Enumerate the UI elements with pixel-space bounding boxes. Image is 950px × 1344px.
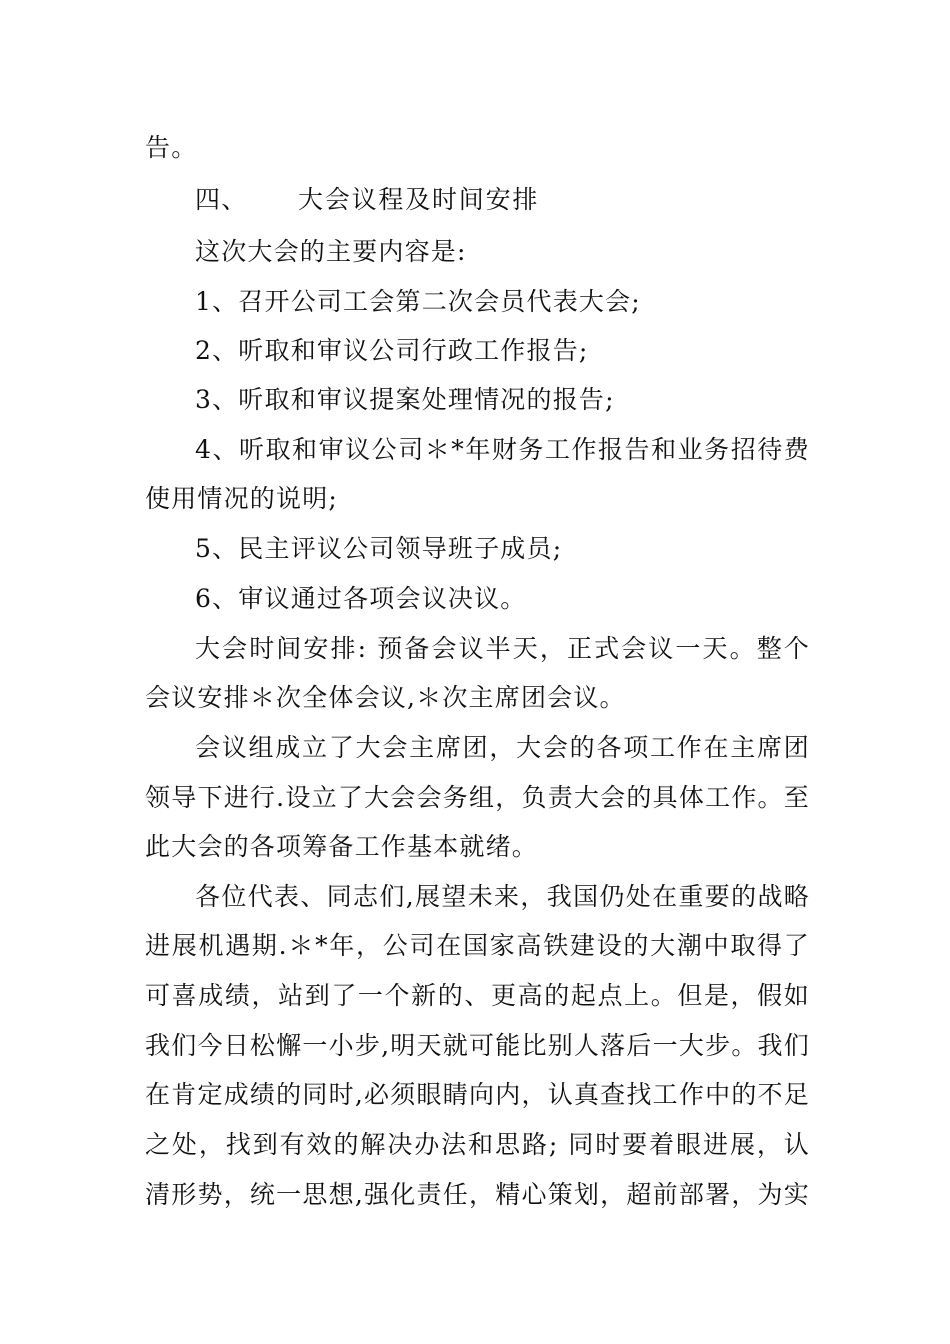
section-number: 四、: [195, 185, 248, 214]
text-line: 清形势，统一思想,强化责任，精心策划，超前部署，为实: [145, 1180, 810, 1209]
text-line: 之处，找到有效的解决办法和思路; 同时要着眼进展，认: [145, 1130, 810, 1159]
text-line: 使用情况的说明;: [145, 484, 339, 513]
text-line: 会议组成立了大会主席团，大会的各项工作在主席团: [195, 733, 810, 762]
list-item: 2、听取和审议公司行政工作报告;: [195, 336, 589, 365]
text-line: 此大会的各项筹备工作基本就绪。: [145, 832, 539, 861]
section-heading: 大会议程及时间安排: [298, 185, 540, 214]
list-item: 4、听取和审议公司＊*年财务工作报告和业务招待费: [195, 435, 810, 464]
text-line: 可喜成绩，站到了一个新的、更高的起点上。但是，假如: [145, 981, 810, 1010]
text-line: 这次大会的主要内容是:: [195, 237, 467, 266]
text-line: 告。: [145, 133, 198, 162]
text-line: 会议安排＊次全体会议,＊次主席团会议。: [145, 683, 626, 712]
text-line: 进展机遇期.＊*年，公司在国家高铁建设的大潮中取得了: [145, 931, 810, 960]
list-item: 1、召开公司工会第二次会员代表大会;: [195, 287, 641, 316]
text-line: 各位代表、同志们,展望未来，我国仍处在重要的战略: [195, 882, 810, 911]
text-line: 在肯定成绩的同时,必须眼睛向内，认真查找工作中的不足: [145, 1080, 810, 1109]
text-line: 大会时间安排: 预备会议半天，正式会议一天。整个: [195, 634, 810, 663]
text-line: 领导下进行.设立了大会会务组，负责大会的具体工作。至: [145, 783, 810, 812]
list-item: 3、听取和审议提案处理情况的报告;: [195, 385, 615, 414]
list-item: 5、民主评议公司领导班子成员;: [195, 534, 563, 563]
list-item: 6、审议通过各项会议决议。: [195, 584, 527, 613]
text-line: 我们今日松懈一小步,明天就可能比别人落后一大步。我们: [145, 1031, 810, 1060]
